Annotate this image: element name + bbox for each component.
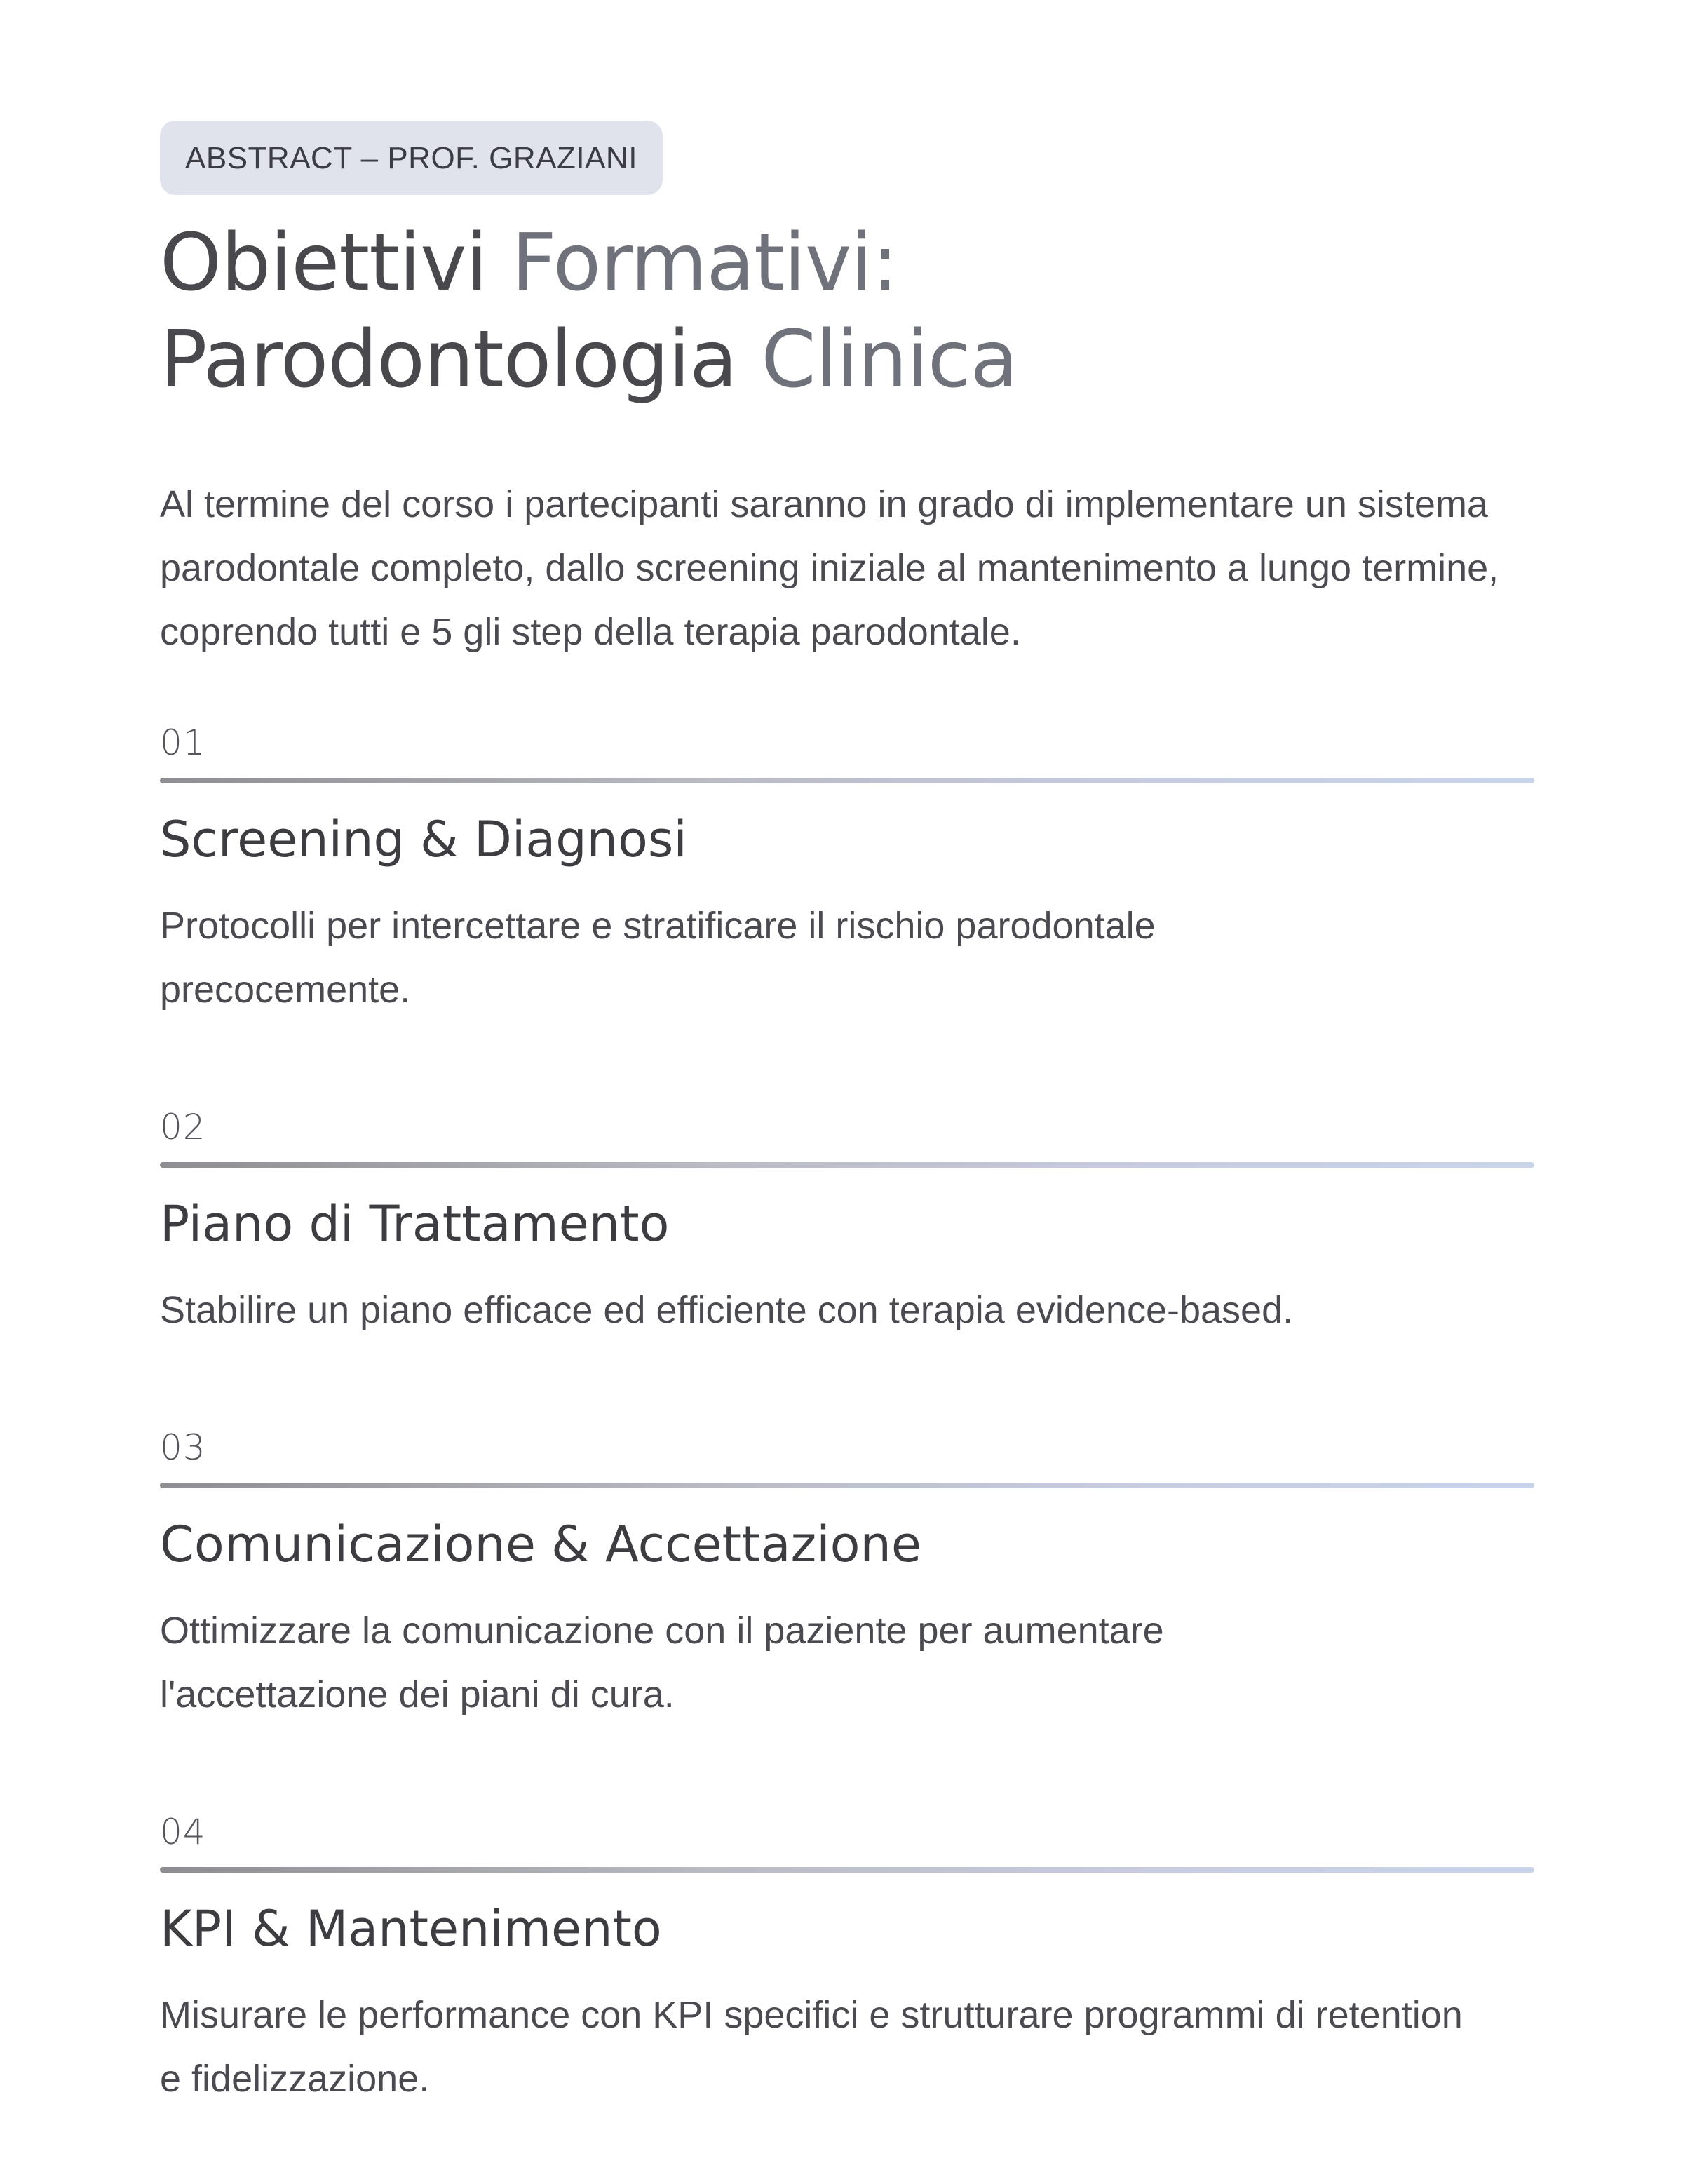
objective-description: Ottimizzare la comunicazione con il paziente per aumentare l'accettazione dei piani di cura. xyxy=(160,1610,1164,1715)
objective-item xyxy=(160,1106,1534,1342)
objective-item xyxy=(160,1427,1534,1727)
objective-title: KPI & Mantenimento xyxy=(160,1900,662,1957)
objective-description: Protocolli per intercettare e stratificare il rischio parodontale precocemente. xyxy=(160,905,1156,1011)
title-line1-light: Formativi: xyxy=(511,217,898,309)
title-line1-dark: Obiettivi xyxy=(160,217,487,309)
abstract-badge: ABSTRACT – PROF. GRAZIANI xyxy=(160,121,663,195)
title-line2-dark: Parodontologia xyxy=(160,314,737,405)
objective-number: 01 xyxy=(160,722,206,763)
objective-divider xyxy=(160,1867,1534,1873)
objective-description: Stabilire un piano efficace ed efficiente con terapia evidence-based. xyxy=(160,1289,1294,1331)
intro-paragraph: Al termine del corso i partecipanti saranno in grado di implementare un sistema parodontale completo, dallo screening iniziale al mantenimento a lungo termine, coprendo tutti e 5 gli step della terapia parodontale. xyxy=(160,483,1499,653)
page-title xyxy=(160,215,1534,408)
objective-divider xyxy=(160,778,1534,783)
objective-number: 04 xyxy=(160,1812,206,1852)
title-line2-light: Clinica xyxy=(761,314,1018,405)
objective-divider xyxy=(160,1162,1534,1168)
objective-title: Comunicazione & Accettazione xyxy=(160,1516,921,1573)
objective-item xyxy=(160,722,1534,1022)
document-page xyxy=(160,121,1534,2111)
objective-number: 02 xyxy=(160,1107,206,1147)
objective-number: 03 xyxy=(160,1427,206,1468)
objective-title: Piano di Trattamento xyxy=(160,1195,670,1253)
objective-title: Screening & Diagnosi xyxy=(160,811,687,868)
objective-divider xyxy=(160,1483,1534,1488)
objective-description: Misurare le performance con KPI specifici e strutturare programmi di retention e fidelizzazione. xyxy=(160,1994,1463,2100)
objective-item xyxy=(160,1811,1534,2111)
